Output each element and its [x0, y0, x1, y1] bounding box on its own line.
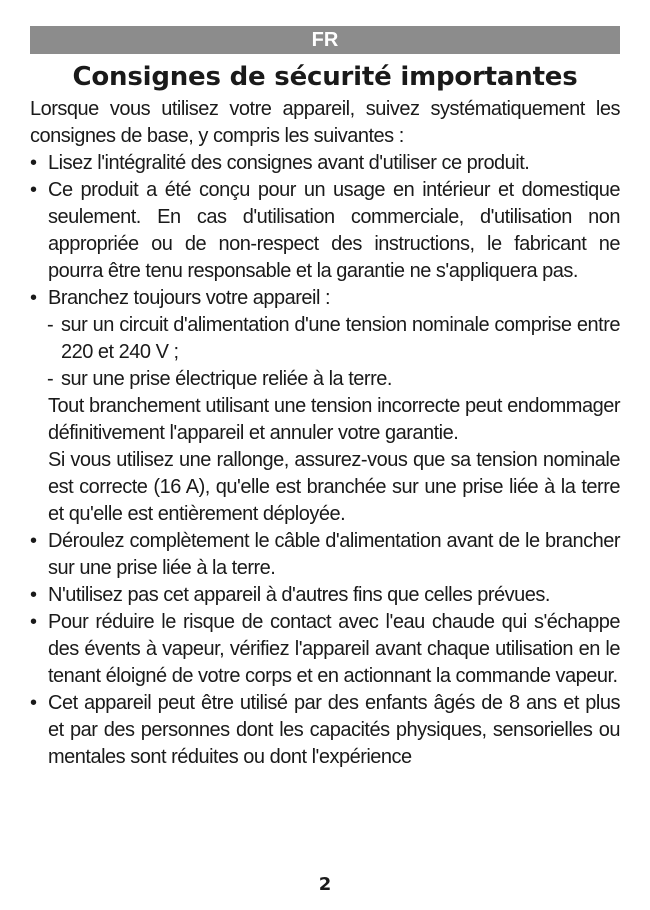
dash-icon: -	[47, 314, 54, 336]
list-item-text: Pour réduire le risque de contact avec l'eau chaude qui s'échappe des évents à vapeur, vérifiez l'appareil avant chaque utilisation en le tenant éloigné de votre corps et en actionnant la commande vapeur.	[48, 611, 620, 687]
bullet-icon: •	[30, 692, 37, 714]
page-title: Consignes de sécurité importantes	[72, 62, 578, 92]
list-item	[30, 690, 620, 771]
list-item-text: Cet appareil peut être utilisé par des enfants âgés de 8 ans et plus et par des personnes dont les capacités physiques, sensorielles ou mentales sont réduites ou dont l'expérience	[48, 692, 620, 768]
sub-item	[47, 312, 620, 366]
document-page	[30, 26, 620, 771]
list-item-text: Déroulez complètement le câble d'alimentation avant de le brancher sur une prise liée à la terre.	[48, 530, 620, 579]
bullet-icon: •	[30, 530, 37, 552]
bullet-icon: •	[30, 152, 37, 174]
list-item-text: Lisez l'intégralité des consignes avant d'utiliser ce produit.	[48, 152, 530, 174]
language-header-bar	[30, 26, 620, 54]
page-number: 2	[318, 874, 332, 895]
item-paragraph: Tout branchement utilisant une tension incorrecte peut endommager définitivement l'appareil et annuler votre garantie.	[48, 395, 620, 444]
safety-instructions-list	[30, 150, 620, 771]
sub-item-text: sur un circuit d'alimentation d'une tension nominale comprise entre 220 et 240 V ;	[61, 314, 620, 363]
bullet-icon: •	[30, 584, 37, 606]
item-paragraph: Si vous utilisez une rallonge, assurez-vous que sa tension nominale est correcte (16 A), qu'elle est branchée sur une prise liée à la terre et qu'elle est entièrement déployée.	[48, 449, 620, 525]
language-code: FR	[311, 29, 339, 51]
sub-item-text: sur une prise électrique reliée à la terre.	[61, 368, 392, 390]
list-item-text: Branchez toujours votre appareil :	[48, 287, 331, 309]
list-item	[30, 582, 620, 609]
sub-item	[47, 366, 620, 393]
list-item-text: N'utilisez pas cet appareil à d'autres fins que celles prévues.	[48, 584, 550, 606]
list-item	[30, 609, 620, 690]
list-item-text: Ce produit a été conçu pour un usage en intérieur et domestique seulement. En cas d'utilisation commerciale, d'utilisation non appropriée ou de non-respect des instructions, le fabricant ne pourra être tenu responsable et la garantie ne s'appliquera pas.	[48, 179, 620, 282]
bullet-icon: •	[30, 287, 37, 309]
dash-icon: -	[47, 368, 54, 390]
list-item	[30, 177, 620, 285]
bullet-icon: •	[30, 179, 37, 201]
list-item	[30, 528, 620, 582]
list-item	[30, 150, 620, 177]
bullet-icon: •	[30, 611, 37, 633]
list-item	[30, 285, 620, 528]
intro-paragraph: Lorsque vous utilisez votre appareil, suivez systématiquement les consignes de base, y compris les suivantes :	[30, 98, 620, 147]
